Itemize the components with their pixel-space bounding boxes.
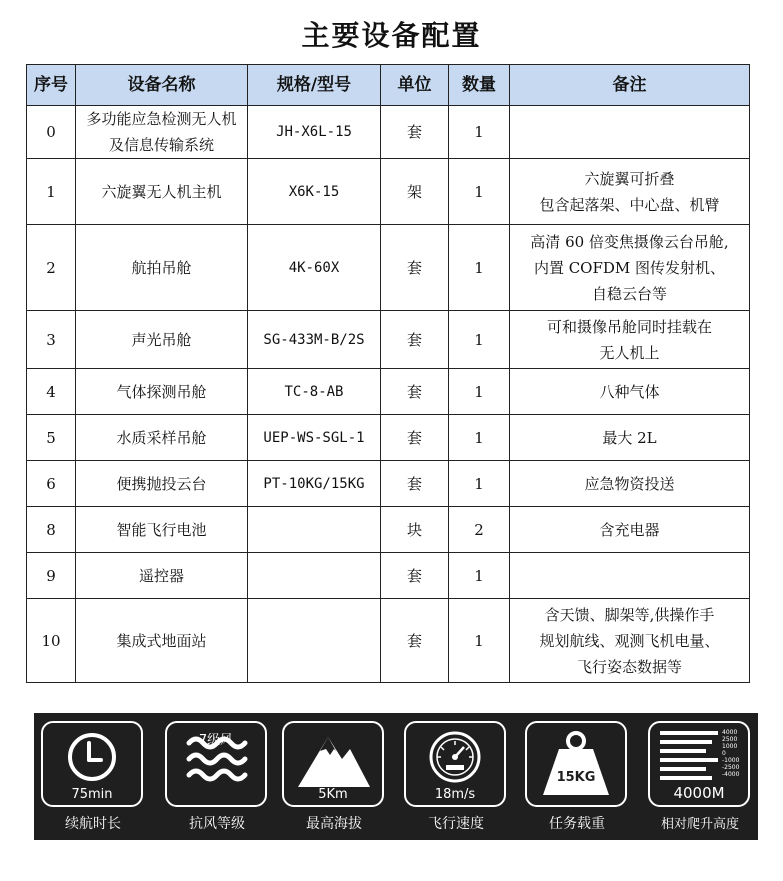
cell-notes-line: 内置 COFDM 图传发射机、 (533, 258, 726, 277)
cell-unit: 套 (381, 599, 449, 683)
cell-notes (510, 507, 750, 553)
cell-device-name-line: 遥控器 (138, 566, 184, 585)
cell-notes-line: 包含起落架、中心盘、机臂 (539, 195, 720, 214)
cell-device-name (76, 159, 248, 225)
cell-index: 4 (27, 369, 76, 415)
cell-device-name (76, 106, 248, 159)
feature-label-wind: 抗风等级 (189, 816, 245, 832)
cell-index: 9 (27, 553, 76, 599)
cell-model: JH-X6L-15 (248, 106, 381, 159)
cell-unit: 套 (381, 461, 449, 507)
cell-quantity: 2 (449, 507, 510, 553)
cell-device-name (76, 369, 248, 415)
cell-device-name (76, 507, 248, 553)
equipment-table (26, 64, 750, 683)
feature-card-payload (525, 721, 627, 807)
table-row (27, 553, 750, 599)
feature-card-endurance (41, 721, 143, 807)
cell-device-name-line: 及信息传输系统 (108, 136, 214, 154)
table-row (27, 461, 750, 507)
cell-model (248, 599, 381, 683)
cell-quantity: 1 (449, 369, 510, 415)
cell-unit: 套 (381, 369, 449, 415)
table-row (27, 311, 750, 369)
cell-notes-line: 高清 60 倍变焦摄像云台吊舱, (530, 232, 729, 251)
feature-value-endurance: 75min (71, 787, 113, 802)
feature-label-payload: 任务载重 (549, 816, 605, 832)
cell-quantity: 1 (449, 415, 510, 461)
cell-notes-line: 含天馈、脚架等,供操作手 (544, 605, 715, 624)
scale-label: 0 (722, 750, 726, 757)
cell-device-name-line: 水质采样吊舱 (116, 428, 207, 447)
scale-label: -1000 (722, 757, 740, 764)
cell-device-name (76, 599, 248, 683)
table-row (27, 599, 750, 683)
cell-index: 5 (27, 415, 76, 461)
cell-index: 6 (27, 461, 76, 507)
table-row (27, 507, 750, 553)
cell-model: X6K-15 (248, 159, 381, 225)
cell-unit: 套 (381, 106, 449, 159)
cell-device-name-line: 集成式地面站 (116, 631, 207, 650)
cell-device-name-line: 气体探测吊舱 (116, 382, 207, 401)
scale-label: 1000 (722, 743, 738, 750)
page-title: 主要设备配置 (301, 19, 482, 52)
cell-model: UEP-WS-SGL-1 (248, 415, 381, 461)
table-row (27, 369, 750, 415)
weight-icon (527, 723, 625, 805)
cell-device-name-line: 六旋翼无人机主机 (101, 182, 222, 201)
cell-unit: 套 (381, 225, 449, 311)
feature-card-climb (648, 721, 750, 807)
cell-index: 2 (27, 225, 76, 311)
cell-device-name (76, 225, 248, 311)
cell-notes-line: 含充电器 (599, 520, 660, 539)
feature-value-altitude: 5Km (318, 787, 348, 802)
cell-device-name (76, 415, 248, 461)
cell-quantity: 1 (449, 599, 510, 683)
cell-quantity: 1 (449, 106, 510, 159)
cell-model: TC-8-AB (248, 369, 381, 415)
cell-notes-line: 八种气体 (599, 382, 660, 401)
cell-notes (510, 106, 750, 159)
scale-label: -2500 (722, 764, 740, 771)
cell-index: 1 (27, 159, 76, 225)
cell-device-name-line: 智能飞行电池 (116, 520, 207, 539)
scale-label: 4000 (722, 729, 738, 736)
header-index: 序号 (27, 65, 76, 106)
table-row (27, 106, 750, 159)
cell-model: 4K-60X (248, 225, 381, 311)
feature-value-wind: 7级风 (198, 733, 234, 748)
cell-notes-line: 可和摄像吊舱同时挂载在 (546, 317, 712, 336)
cell-notes-line: 无人机上 (599, 343, 660, 362)
cell-device-name-line: 声光吊舱 (131, 330, 192, 349)
scale-label: -4000 (722, 771, 740, 778)
feature-card-speed (404, 721, 506, 807)
cell-quantity: 1 (449, 159, 510, 225)
cell-index: 0 (27, 106, 76, 159)
cell-device-name (76, 461, 248, 507)
header-notes: 备注 (510, 65, 750, 106)
cell-index: 8 (27, 507, 76, 553)
cell-unit: 架 (381, 159, 449, 225)
header-unit: 单位 (381, 65, 449, 106)
feature-card-wind (165, 721, 267, 807)
cell-notes-line: 最大 2L (602, 428, 657, 447)
cell-notes-line: 六旋翼可折叠 (584, 169, 675, 188)
cell-quantity: 1 (449, 461, 510, 507)
cell-notes-line: 自稳云台等 (591, 284, 667, 303)
cell-notes (510, 311, 750, 369)
feature-card-altitude (282, 721, 384, 807)
cell-notes-line: 飞行姿态数据等 (576, 657, 682, 676)
cell-unit: 套 (381, 553, 449, 599)
header-model: 规格/型号 (248, 65, 381, 106)
feature-label-altitude: 最高海拔 (306, 816, 362, 832)
cell-notes (510, 599, 750, 683)
feature-label-endurance: 续航时长 (65, 816, 121, 832)
header-quantity: 数量 (449, 65, 510, 106)
cell-notes (510, 553, 750, 599)
cell-device-name-line: 多功能应急检测无人机 (86, 110, 237, 128)
cell-notes-line: 应急物资投送 (584, 474, 675, 493)
cell-model: PT-10KG/15KG (248, 461, 381, 507)
cell-notes (510, 369, 750, 415)
cell-model (248, 507, 381, 553)
cell-quantity: 1 (449, 311, 510, 369)
feature-value-payload: 15KG (556, 770, 596, 785)
feature-strip (34, 713, 758, 840)
table-row (27, 415, 750, 461)
cell-unit: 套 (381, 415, 449, 461)
cell-unit: 套 (381, 311, 449, 369)
cell-index: 3 (27, 311, 76, 369)
table-header-row (27, 65, 750, 106)
cell-quantity: 1 (449, 553, 510, 599)
table-row (27, 225, 750, 311)
cell-notes (510, 415, 750, 461)
cell-model: SG-433M-B/2S (248, 311, 381, 369)
feature-value-speed: 18m/s (434, 787, 476, 802)
table-row (27, 159, 750, 225)
feature-value-climb: 4000M (673, 784, 725, 802)
cell-device-name-line: 便携抛投云台 (116, 474, 207, 493)
cell-quantity: 1 (449, 225, 510, 311)
cell-index: 10 (27, 599, 76, 683)
header-device-name: 设备名称 (76, 65, 248, 106)
cell-model (248, 553, 381, 599)
cell-device-name-line: 航拍吊舱 (131, 258, 192, 277)
cell-device-name (76, 311, 248, 369)
scale-label: 2500 (722, 736, 738, 743)
cell-device-name (76, 553, 248, 599)
cell-notes (510, 159, 750, 225)
cell-notes (510, 461, 750, 507)
feature-label-speed: 飞行速度 (428, 816, 484, 832)
cell-notes (510, 225, 750, 311)
cell-notes-line: 规划航线、观测飞机电量、 (539, 631, 720, 650)
feature-label-climb: 相对爬升高度 (660, 817, 739, 832)
cell-unit: 块 (381, 507, 449, 553)
